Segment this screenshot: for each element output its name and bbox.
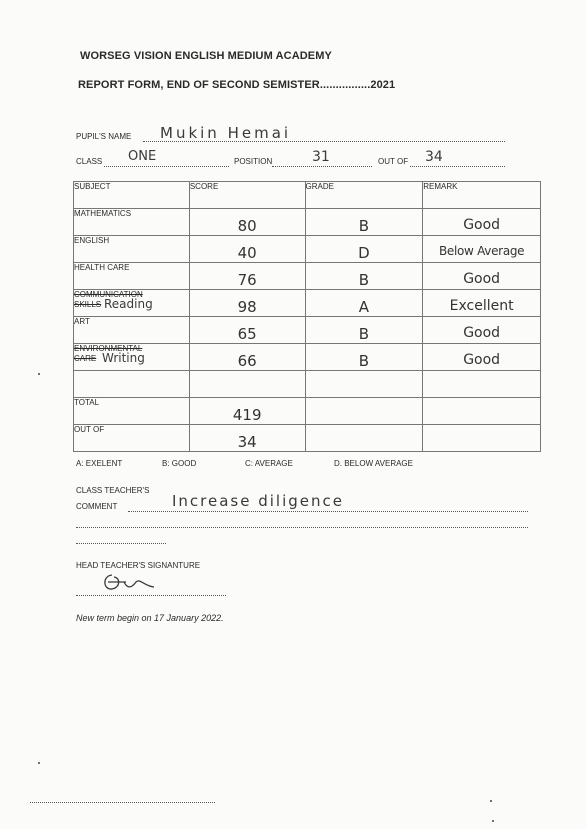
table-row [74, 344, 541, 371]
grade-value: A [358, 298, 370, 316]
score-cell [189, 209, 305, 236]
blank-cell [305, 371, 423, 398]
comment-line-2 [76, 527, 528, 528]
grade-cell [305, 263, 423, 290]
table-row [74, 236, 541, 263]
header-subject: SUBJECT [74, 182, 190, 209]
remark-value: Excellent [449, 298, 514, 314]
table-out-of-value: 34 [237, 433, 257, 451]
comment-label-line1: CLASS TEACHER'S [76, 486, 150, 495]
out-of-label: OUT OF [378, 157, 409, 166]
comment-line-1 [128, 511, 528, 512]
signature-mark [100, 568, 164, 596]
remark-cell [423, 236, 541, 263]
blank-cell [423, 371, 541, 398]
grade-value: B [358, 271, 370, 289]
grade-key-c: C: AVERAGE [245, 459, 293, 468]
score-value: 76 [237, 271, 257, 289]
out-of-value: 34 [425, 149, 443, 165]
total-row [74, 398, 541, 425]
subject-name: COMMUNICATION [74, 290, 143, 299]
comment-label-line2: COMMENT [76, 502, 118, 511]
subject-cell [74, 344, 190, 371]
subject-cell [74, 236, 190, 263]
subject-name: HEALTH CARE [74, 263, 130, 272]
school-name: WORSEG VISION ENGLISH MEDIUM ACADEMY [80, 50, 332, 62]
comment-line-3 [76, 543, 166, 544]
position-line [272, 166, 372, 167]
subject-handwritten: Reading [104, 297, 153, 311]
report-title: REPORT FORM, END OF SECOND SEMISTER................2021 [78, 79, 396, 91]
bottom-line [30, 802, 215, 803]
position-label: POSITION [234, 157, 273, 166]
table-row-blank [74, 371, 541, 398]
grade-value: B [358, 325, 370, 343]
subject-cell [74, 263, 190, 290]
comment-value: Increase diligence [172, 492, 345, 510]
score-cell [189, 344, 305, 371]
blank-cell [189, 371, 305, 398]
score-value: 66 [237, 352, 257, 370]
grade-cell [305, 209, 423, 236]
subject-name: ENVIRONMENTAL [74, 344, 143, 353]
blank-cell [305, 398, 423, 425]
subject-cell [74, 317, 190, 344]
subject-name: MATHEMATICS [74, 209, 132, 218]
results-table [73, 181, 541, 452]
subject-handwritten: Writing [102, 351, 145, 365]
remark-cell [423, 209, 541, 236]
subject-cell [74, 209, 190, 236]
grade-key-d: D. BELOW AVERAGE [334, 459, 413, 468]
score-cell [189, 236, 305, 263]
table-row [74, 209, 541, 236]
blank-cell [305, 425, 423, 452]
table-row [74, 290, 541, 317]
out-of-value-cell [189, 425, 305, 452]
table-row [74, 317, 541, 344]
scan-speck [38, 762, 40, 764]
remark-value: Below Average [438, 244, 525, 258]
subject-name-line2: CARE [74, 354, 97, 363]
header-score: SCORE [189, 182, 305, 209]
score-value: 40 [237, 244, 257, 262]
header-grade: GRADE [305, 182, 423, 209]
grade-cell [305, 290, 423, 317]
score-cell [189, 290, 305, 317]
score-value: 65 [237, 325, 257, 343]
blank-cell [74, 371, 190, 398]
pupil-name-value: Mukin Hemai [160, 124, 292, 142]
header-remark: REMARK [423, 182, 541, 209]
remark-cell [423, 317, 541, 344]
new-term-note: New term begin on 17 January 2022. [76, 613, 224, 623]
grade-key-b: B: GOOD [162, 459, 197, 468]
subject-cell [74, 290, 190, 317]
score-cell [189, 317, 305, 344]
remark-value: Good [463, 217, 501, 233]
pupil-name-label: PUPIL'S NAME [76, 132, 132, 141]
grade-key-a: A: EXELENT [76, 459, 123, 468]
grade-cell [305, 236, 423, 263]
blank-cell [423, 425, 541, 452]
grade-cell [305, 317, 423, 344]
out-of-label-cell [74, 425, 190, 452]
remark-value: Good [463, 271, 501, 287]
out-of-line [410, 166, 505, 167]
class-value: ONE [128, 149, 157, 164]
total-value: 419 [232, 406, 262, 424]
position-value: 31 [312, 149, 330, 165]
subject-name-line2: SKILLS [74, 300, 102, 309]
table-out-of-label: OUT OF [74, 425, 105, 434]
remark-cell [423, 344, 541, 371]
remark-cell [423, 290, 541, 317]
class-line [104, 166, 229, 167]
total-label-cell [74, 398, 190, 425]
remark-value: Good [463, 325, 501, 341]
blank-cell [423, 398, 541, 425]
scan-speck [38, 373, 40, 375]
total-score-cell [189, 398, 305, 425]
class-label: CLASS [76, 157, 103, 166]
out-of-row [74, 425, 541, 452]
scan-speck [490, 800, 492, 802]
remark-cell [423, 263, 541, 290]
total-label: TOTAL [74, 398, 100, 407]
remark-value: Good [463, 352, 501, 368]
table-header-row [74, 182, 541, 209]
subject-name: ART [74, 317, 90, 326]
signature-line [76, 595, 226, 596]
grade-value: B [358, 217, 370, 235]
grade-cell [305, 344, 423, 371]
subject-name: ENGLISH [74, 236, 110, 245]
grade-value: B [358, 352, 370, 370]
scan-speck [492, 820, 494, 822]
score-value: 80 [237, 217, 257, 235]
score-cell [189, 263, 305, 290]
grade-value: D [358, 244, 370, 262]
signature-label: HEAD TEACHER'S SIGNANTURE [76, 561, 201, 570]
table-row [74, 263, 541, 290]
score-value: 98 [237, 298, 257, 316]
